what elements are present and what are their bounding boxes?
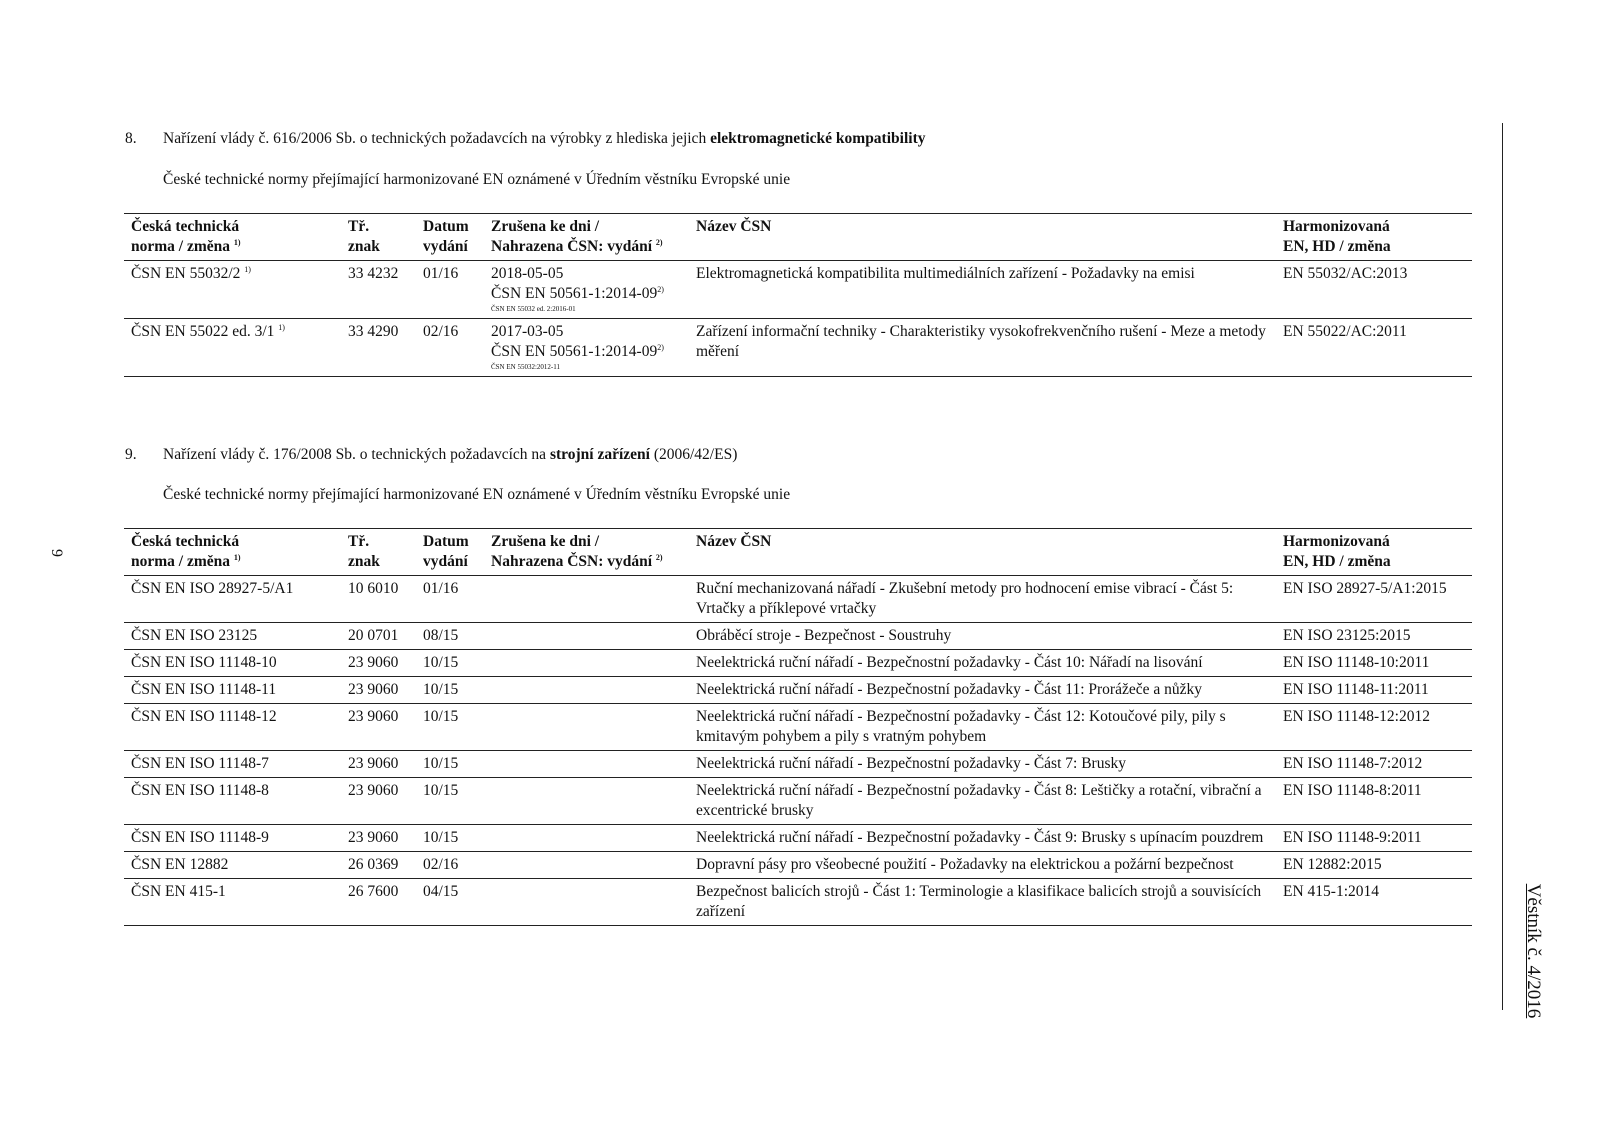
date-cell: 04/15 xyxy=(423,883,459,900)
date-cell: 02/16 xyxy=(423,323,459,340)
harmonized-cell: EN ISO 11148-8:2011 xyxy=(1283,782,1422,799)
table-row xyxy=(124,261,1472,319)
title-cell: Neelektrická ruční nářadí - Bezpečnostní požadavky - Část 11: Prorážeče a nůžky xyxy=(696,681,1202,698)
title-cell: Neelektrická ruční nářadí - Bezpečnostní požadavky - Část 12: Kotoučové pily, pily s kmitavým pohybem a pily s vratným pohybem xyxy=(696,708,1226,745)
cancellation-cell xyxy=(484,650,689,677)
norm-cell: ČSN EN 55032/2 $^{1)}$ xyxy=(131,265,251,282)
date-cell: 01/16 xyxy=(423,265,459,282)
date-cell: 10/15 xyxy=(423,681,459,698)
table-row xyxy=(124,751,1472,778)
title-cell: Ruční mechanizovaná nářadí - Zkušební metody pro hodnocení emise vibrací - Část 5: Vrtačky a příklepové vrtačky xyxy=(696,580,1234,617)
class-cell: 26 0369 xyxy=(348,856,399,873)
cancellation-cell xyxy=(484,879,689,926)
date-cell: 10/15 xyxy=(423,829,459,846)
harmonized-cell: EN ISO 28927-5/A1:2015 xyxy=(1283,580,1447,597)
col-header-class: Tř. znak xyxy=(348,533,380,570)
norm-cell: ČSN EN 55022 ed. 3/1 $^{1)}$ xyxy=(131,323,285,340)
norm-cell: ČSN EN ISO 11148-9 xyxy=(131,829,269,846)
norm-cell: ČSN EN 415-1 xyxy=(131,883,226,900)
page-number: 9 xyxy=(48,549,65,557)
harmonized-cell: EN ISO 23125:2015 xyxy=(1283,627,1411,644)
class-cell: 33 4232 xyxy=(348,265,399,282)
section-title-text: Nařízení vlády č. 616/2006 Sb. o technických požadavcích na výrobky z hlediska jejich xyxy=(163,130,711,147)
norm-cell: ČSN EN ISO 11148-11 xyxy=(131,681,277,698)
class-cell: 33 4290 xyxy=(348,323,399,340)
cancellation-cell xyxy=(484,677,689,704)
cancellation-cell xyxy=(484,704,689,751)
cancellation-cell xyxy=(484,751,689,778)
title-cell: Bezpečnost balicích strojů - Část 1: Terminologie a klasifikace balicích strojů a souvisících zařízení xyxy=(696,883,1262,920)
section-8-heading xyxy=(125,130,1425,148)
date-cell: 08/15 xyxy=(423,627,459,644)
col-header-date: Datum vydání xyxy=(423,533,469,570)
harmonized-cell: EN 12882:2015 xyxy=(1283,856,1382,873)
title-cell: Obráběcí stroje - Bezpečnost - Soustruhy xyxy=(696,627,952,644)
table-row xyxy=(124,825,1472,852)
date-cell: 10/15 xyxy=(423,654,459,671)
section-title-suffix: (2006/42/ES) xyxy=(649,446,738,463)
small-note: ČSN EN 55032 ed. 2:2016-01 xyxy=(491,305,576,313)
col-header-class: Tř. znak xyxy=(348,218,380,255)
table-row xyxy=(124,650,1472,677)
cancellation-cell xyxy=(484,778,689,825)
date-cell: 10/15 xyxy=(423,755,459,772)
class-cell: 10 6010 xyxy=(348,580,399,597)
norm-cell: ČSN EN 12882 xyxy=(131,856,229,873)
cancellation-cell xyxy=(484,825,689,852)
class-cell: 20 0701 xyxy=(348,627,399,644)
col-header-title: Název ČSN xyxy=(696,533,772,550)
col-header-cancellation: Zrušena ke dni / Nahrazena ČSN: vydání $^{2)}$ xyxy=(491,533,663,570)
harmonized-cell: EN ISO 11148-11:2011 xyxy=(1283,681,1429,698)
col-header-date: Datum vydání xyxy=(423,218,469,255)
col-header-title: Název ČSN xyxy=(696,218,772,235)
table-header-row xyxy=(124,214,1472,261)
small-note: ČSN EN 55032:2012-11 xyxy=(491,363,560,371)
section-number: 9. xyxy=(125,446,137,463)
title-cell: Neelektrická ruční nářadí - Bezpečnostní požadavky - Část 8: Leštičky a rotační, vibrační a excentrické brusky xyxy=(696,782,1262,819)
title-cell: Neelektrická ruční nářadí - Bezpečnostní požadavky - Část 10: Nářadí na lisování xyxy=(696,654,1203,671)
harmonized-cell: EN ISO 11148-12:2012 xyxy=(1283,708,1430,725)
col-header-harmonized: Harmonizovaná EN, HD / změna xyxy=(1283,218,1391,255)
section-9-subtitle: České technické normy přejímající harmonizované EN oznámené v Úředním věstníku Evropské unie xyxy=(163,486,791,503)
date-cell: 10/15 xyxy=(423,708,459,725)
norms-table-section-9 xyxy=(124,528,1472,926)
class-cell: 23 9060 xyxy=(348,829,399,846)
date-cell: 01/16 xyxy=(423,580,459,597)
col-header-norm: Česká technická norma / změna $^{1)}$ xyxy=(131,218,241,255)
table-row xyxy=(124,704,1472,751)
col-header-cancellation: Zrušena ke dni / Nahrazena ČSN: vydání $^{2)}$ xyxy=(491,218,663,255)
cancellation-cell xyxy=(484,852,689,879)
table-row xyxy=(124,879,1472,926)
table-row xyxy=(124,576,1472,623)
section-title-text: Nařízení vlády č. 176/2008 Sb. o technických požadavcích na xyxy=(163,446,550,463)
harmonized-cell: EN ISO 11148-10:2011 xyxy=(1283,654,1430,671)
section-title-emphasis: strojní zařízení xyxy=(549,446,650,463)
norm-cell: ČSN EN ISO 11148-12 xyxy=(131,708,277,725)
norm-cell: ČSN EN ISO 28927-5/A1 xyxy=(131,580,294,597)
col-header-norm: Česká technická norma / změna $^{1)}$ xyxy=(131,533,241,570)
title-cell: Zařízení informační techniky - Charakteristiky vysokofrekvenčního rušení - Meze a metody měření xyxy=(696,323,1266,360)
margin-rule xyxy=(1502,123,1503,1010)
title-cell: Dopravní pásy pro všeobecné použití - Požadavky na elektrickou a požární bezpečnost xyxy=(696,856,1234,873)
title-cell: Neelektrická ruční nářadí - Bezpečnostní požadavky - Část 9: Brusky s upínacím pouzdrem xyxy=(696,829,1264,846)
table-row xyxy=(124,852,1472,879)
date-cell: 02/16 xyxy=(423,856,459,873)
date-cell: 10/15 xyxy=(423,782,459,799)
norms-table-section-8 xyxy=(124,213,1472,377)
norm-cell: ČSN EN ISO 23125 xyxy=(131,627,258,644)
class-cell: 23 9060 xyxy=(348,708,399,725)
harmonized-cell: EN 415-1:2014 xyxy=(1283,883,1380,900)
journal-issue-label: Věstník č. 4/2016 xyxy=(1523,883,1544,1019)
harmonized-cell: EN ISO 11148-9:2011 xyxy=(1283,829,1422,846)
col-header-harmonized: Harmonizovaná EN, HD / změna xyxy=(1283,533,1391,570)
class-cell: 26 7600 xyxy=(348,883,399,900)
cancellation-cell: 2018-05-05 ČSN EN 50561-1:2014-09$^{2)}$ ČSN EN 55032 ed. 2:2016-01 xyxy=(484,261,689,319)
cancellation-cell: 2017-03-05 ČSN EN 50561-1:2014-09$^{2)}$ ČSN EN 55032:2012-11 xyxy=(484,319,689,377)
section-title-emphasis: elektromagnetické kompatibility xyxy=(710,130,926,147)
cancellation-cell xyxy=(484,623,689,650)
norm-cell: ČSN EN ISO 11148-7 xyxy=(131,755,269,772)
harmonized-cell: EN ISO 11148-7:2012 xyxy=(1283,755,1423,772)
table-row xyxy=(124,623,1472,650)
title-cell: Neelektrická ruční nářadí - Bezpečnostní požadavky - Část 7: Brusky xyxy=(696,755,1126,772)
harmonized-cell: EN 55022/AC:2011 xyxy=(1283,323,1407,340)
table-row xyxy=(124,319,1472,377)
table-row xyxy=(124,677,1472,704)
table-row xyxy=(124,778,1472,825)
norm-cell: ČSN EN ISO 11148-10 xyxy=(131,654,277,671)
title-cell: Elektromagnetická kompatibilita multimediálních zařízení - Požadavky na emisi xyxy=(696,265,1195,282)
class-cell: 23 9060 xyxy=(348,755,399,772)
section-8-subtitle: České technické normy přejímající harmonizované EN oznámené v Úředním věstníku Evropské unie xyxy=(163,171,791,188)
section-number: 8. xyxy=(125,130,137,147)
norm-cell: ČSN EN ISO 11148-8 xyxy=(131,782,269,799)
harmonized-cell: EN 55032/AC:2013 xyxy=(1283,265,1408,282)
section-9-heading xyxy=(125,446,1425,464)
cancellation-cell xyxy=(484,576,689,623)
class-cell: 23 9060 xyxy=(348,681,399,698)
class-cell: 23 9060 xyxy=(348,782,399,799)
table-header-row xyxy=(124,529,1472,576)
class-cell: 23 9060 xyxy=(348,654,399,671)
